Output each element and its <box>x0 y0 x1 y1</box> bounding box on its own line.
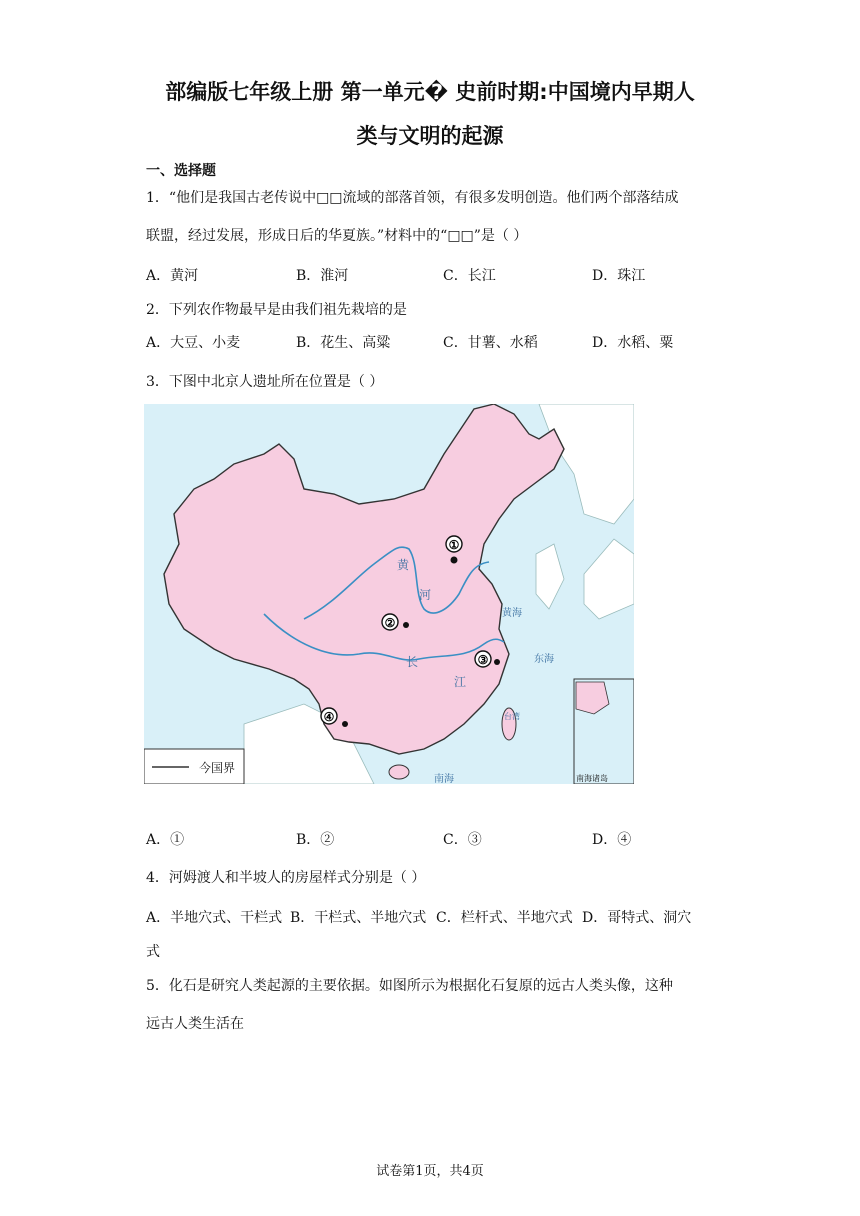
label-he: 河 <box>419 588 432 602</box>
option-d[interactable]: D．珠江 <box>592 268 646 284</box>
option-b[interactable]: B．淮河 <box>296 268 349 284</box>
svg-text:④: ④ <box>323 710 335 724</box>
label-jiang: 江 <box>454 675 467 689</box>
label-taiwan: 台湾 <box>504 712 520 721</box>
option-d[interactable]: D．④ <box>592 832 632 848</box>
label-east-sea: 东海 <box>534 654 554 665</box>
marker-2-dot <box>403 622 409 628</box>
inset-label: 南海诸岛 <box>576 774 608 783</box>
option-a[interactable]: A．① <box>146 832 185 848</box>
option-c[interactable]: C．长江 <box>443 268 496 284</box>
china-map-figure <box>144 404 634 784</box>
question-1-text-line1: 1．“他们是我国古老传说中□□流域的部落首领，有很多发明创造。他们两个部落结成 <box>146 190 679 206</box>
label-huang: 黄 <box>397 558 410 572</box>
option-c[interactable]: C．③ <box>443 832 482 848</box>
label-south-sea: 南海 <box>434 774 454 784</box>
question-5-text-line1: 5．化石是研究人类起源的主要依据。如图所示为根据化石复原的远古人类头像，这种 <box>146 978 673 994</box>
doc-title-line2: 类与文明的起源 <box>356 124 504 148</box>
option-c[interactable]: C．甘薯、水稻 <box>443 335 538 351</box>
option-d[interactable]: D．哥特式、洞穴 <box>582 910 692 926</box>
svg-text:③: ③ <box>477 653 489 667</box>
option-a[interactable]: A．半地穴式、干栏式 <box>146 910 283 926</box>
question-2-text: 2．下列农作物最早是由我们祖先栽培的是 <box>146 302 407 318</box>
option-a[interactable]: A．大豆、小麦 <box>146 335 241 351</box>
option-d[interactable]: D．水稻、粟 <box>592 335 674 351</box>
question-5-text-line2: 远古人类生活在 <box>146 1016 244 1032</box>
section-heading: 一、选择题 <box>146 163 216 179</box>
marker-1-dot <box>451 557 458 564</box>
option-c[interactable]: C．栏杆式、半地穴式 <box>436 910 573 926</box>
svg-text:②: ② <box>384 616 396 630</box>
question-4-text: 4．河姆渡人和半坡人的房屋样式分别是（ ） <box>146 870 426 886</box>
label-yellow-sea: 黄海 <box>502 608 522 619</box>
marker-3-dot <box>494 659 500 665</box>
page-footer: 试卷第1页，共4页 <box>376 1164 484 1179</box>
china-map-svg <box>144 404 634 784</box>
option-b[interactable]: B．② <box>296 832 335 848</box>
legend-label: 今国界 <box>199 761 236 775</box>
hainan-island <box>389 765 409 779</box>
question-3-text: 3．下图中北京人遗址所在位置是（ ） <box>146 374 384 390</box>
svg-text:①: ① <box>448 538 460 552</box>
question-1-text-line2: 联盟，经过发展，形成日后的华夏族。”材料中的“□□”是（ ） <box>146 228 528 244</box>
option-a[interactable]: A．黄河 <box>146 268 199 284</box>
doc-title-line1: 部编版七年级上册 第一单元� 史前时期:中国境内早期人 <box>165 80 695 104</box>
question-4-option-d-continuation: 式 <box>146 944 160 960</box>
option-b[interactable]: B．干栏式、半地穴式 <box>290 910 427 926</box>
option-b[interactable]: B．花生、高粱 <box>296 335 391 351</box>
marker-4-dot <box>342 721 348 727</box>
label-chang: 长 <box>406 655 419 669</box>
